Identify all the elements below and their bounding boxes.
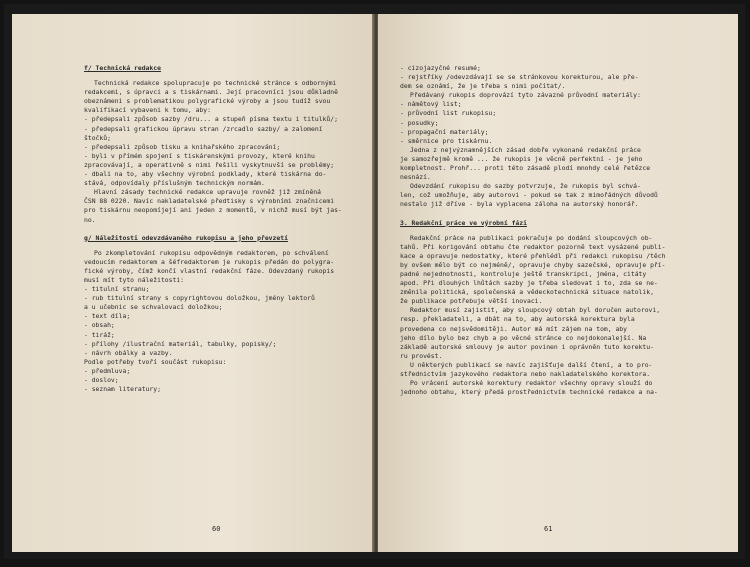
text-line: resp. překladateli, a dbát na to, aby autorská korektura byla [400,315,635,324]
text-line: - text díla; [84,312,131,321]
text-line: pro tiskárnu neopomíjejí ani jeden z momentů, v nichž musí být jas- [84,206,342,215]
text-line: U některých publikací se navíc zajišťuje další čtení, a to pro- [410,360,653,369]
text-line: kace a opravuje nedostatky, které přehlédl při redakci rukopisu /těch [400,251,666,260]
section-f-heading: f/ Technická redakce [84,64,161,72]
section-f-body [84,79,354,225]
text-line: - průvodní list rukopisu; [400,109,497,118]
section-g-heading: g/ Náležitosti odevzdávaného rukopisu a jeho převzetí [84,233,288,242]
text-line: nestalo již dříve - byla vyplacena záloha na autorský honorář. [400,200,639,209]
text-line: stává, odpovídaly příslušným technickým normám. [84,179,265,188]
text-line: - dbali na to, aby všechny výrobní podklady, které tiskárna do- [84,170,327,179]
text-line: štočků; [84,133,111,142]
text-line: fické výroby, čímž končí vlastní redakční fáze. Odevzdaný rukopis [84,266,335,275]
text-line: - titulní stranu; [84,285,150,294]
text-line: - posudky; [400,118,439,127]
text-line: obeznámeni s problematikou polygrafické výroby a jsou tudíž svou [84,97,331,106]
text-line: redakcemi, s úpravci a s tiskárnami. Její pracovníci jsou důkladně [84,88,338,97]
text-line: Odevzdání rukopisu do sazby potvrzuje, že rukopis byl schvá- [410,182,641,191]
text-line: základě autorské smlouvy je autor povinen i oprávněn tuto korektu- [400,342,654,351]
text-line: - propagační materiály; [400,127,489,136]
text-line: že publikace potřebuje větší inovaci. [400,297,543,306]
text-line: - směrnice pro tiskárnu. [400,136,493,145]
text-line: jeho dílo bylo bez chyb a po věcné stránce co nejdokonalejší. Na [400,333,647,342]
text-line: - rejstříky /odevzdávají se se stránkovou korekturou, ale pře- [400,73,639,82]
text-line: provedena co nejsvědomitěji. Autor má mít zájem na tom, aby [400,324,628,333]
text-line: - předepsali způsob tisku a knihařského zpracování; [84,142,281,151]
book-spread [4,4,745,559]
text-line: - seznam literatury; [84,385,161,394]
text-line: - cizojazyčné resumé; [400,64,481,72]
text-line: padné nejednotnosti, kontroluje ještě transkripci, jména, citáty [400,269,647,278]
text-line: zpracovávají, a operativně s nimi řešili vyskytnuvší se problémy; [84,160,335,169]
text-line: musí mít tyto náležitosti: [84,275,185,284]
text-line: Hlavní zásady technické redakce upravuje rovněž již zmíněná [94,188,322,197]
section-3-heading: 3. Redakční práce ve výrobní fázi [400,218,527,227]
text-line: len, což umožňuje, aby autorovi - pokud se tak z mimořádných důvodů [400,191,658,200]
right-page [378,14,738,552]
page-number: 60 [212,524,221,533]
text-line: - návrh obálky a vazby. [84,348,173,357]
text-line: no. [84,215,96,224]
text-line: - byli v přímém spojení s tiskárenskými provozy, které knihu [84,151,315,160]
text-line: ru provést. [400,351,443,360]
text-line: Technická redakce spolupracuje po technické stránce s odbornými [94,79,337,88]
text-line: jednoho obtahu, který předá prostřednictvím technické redakce a na- [400,388,658,397]
page-number: 61 [544,524,553,533]
text-line: kvalifikací vybaveni k tomu, aby: [84,106,211,115]
text-line: Předávaný rukopis doprovází tyto závazné průvodní materiály: [410,91,641,100]
text-line: Po zkompletování rukopisu odpovědným redaktorem, po schválení [94,248,329,257]
text-line: - obsah; [84,321,115,330]
text-line: apod. Při dlouhých lhůtách sazby je třeba sledovat i to, zda se ne- [400,279,658,288]
text-line: změnila politická, společenská a vědeckotechnická situace natolik, [400,288,654,297]
text-line: - námětový list; [400,100,462,109]
text-line: - přílohy /ilustrační materiál, tabulky, popisky/; [84,339,277,348]
text-line: Redakční práce na publikaci pokračuje po dodání sloupcových ob- [410,233,653,242]
text-line: ČSN 88 0220. Navíc nakladatelské předtisky s výrobními značnicemi [84,197,335,206]
section-3-body [400,234,704,398]
text-line: střednictvím jazykového redaktora nebo nakladatelského korektora. [400,370,651,378]
text-line: kompletnost. Prohř... proti této zásadě plodí mnohdy celé řetězce [400,164,651,173]
section-g-body [84,249,354,395]
text-line: nesnází. [400,173,431,182]
text-line: Jedna z nejvýznamnějších zásad dobře vykonané redakční práce [410,145,641,154]
continued-text [400,64,704,210]
text-line: vedoucím redaktorem a šéfredaktorem je rukopis předán do polygra- [84,257,335,266]
text-line: Redaktor musí zajistit, aby sloupcový obtah byl doručen autorovi, [410,306,661,315]
text-line: dem se oznámí, že je třeba s nimi počítat/. [400,82,566,91]
text-line: - předmluva; [84,366,131,375]
left-page [12,14,374,552]
text-line: je samozřejmě kromě ... že rukopis je věcně perfektní - je jeho [400,154,643,163]
text-line: - předepsali způsob sazby /dru... a stupeň písma textu i titulků/; [84,115,338,124]
text-line: - předepsali grafickou úpravu stran /zrcadlo sazby/ a zalomení [84,124,323,133]
text-line: by ovšem mělo být co nejméně/, opravuje chyby sazečské, opravuje pří- [400,260,666,269]
text-line: Po vrácení autorské korektury redaktor všechny opravy slouží do [410,379,653,388]
text-line: tahů. Při korigování obtahu čte redaktor pozorně text vysázené publi- [400,242,666,251]
text-line: - doslov; [84,376,119,384]
text-line: a u učebnic se schvalovací doložkou; [84,303,223,312]
text-line: - rub titulní strany s copyrightovou doložkou, jmény lektorů [84,294,315,303]
text-line: - tiráž; [84,330,115,339]
text-line: Podle potřeby tvoří součást rukopisu: [84,357,227,366]
